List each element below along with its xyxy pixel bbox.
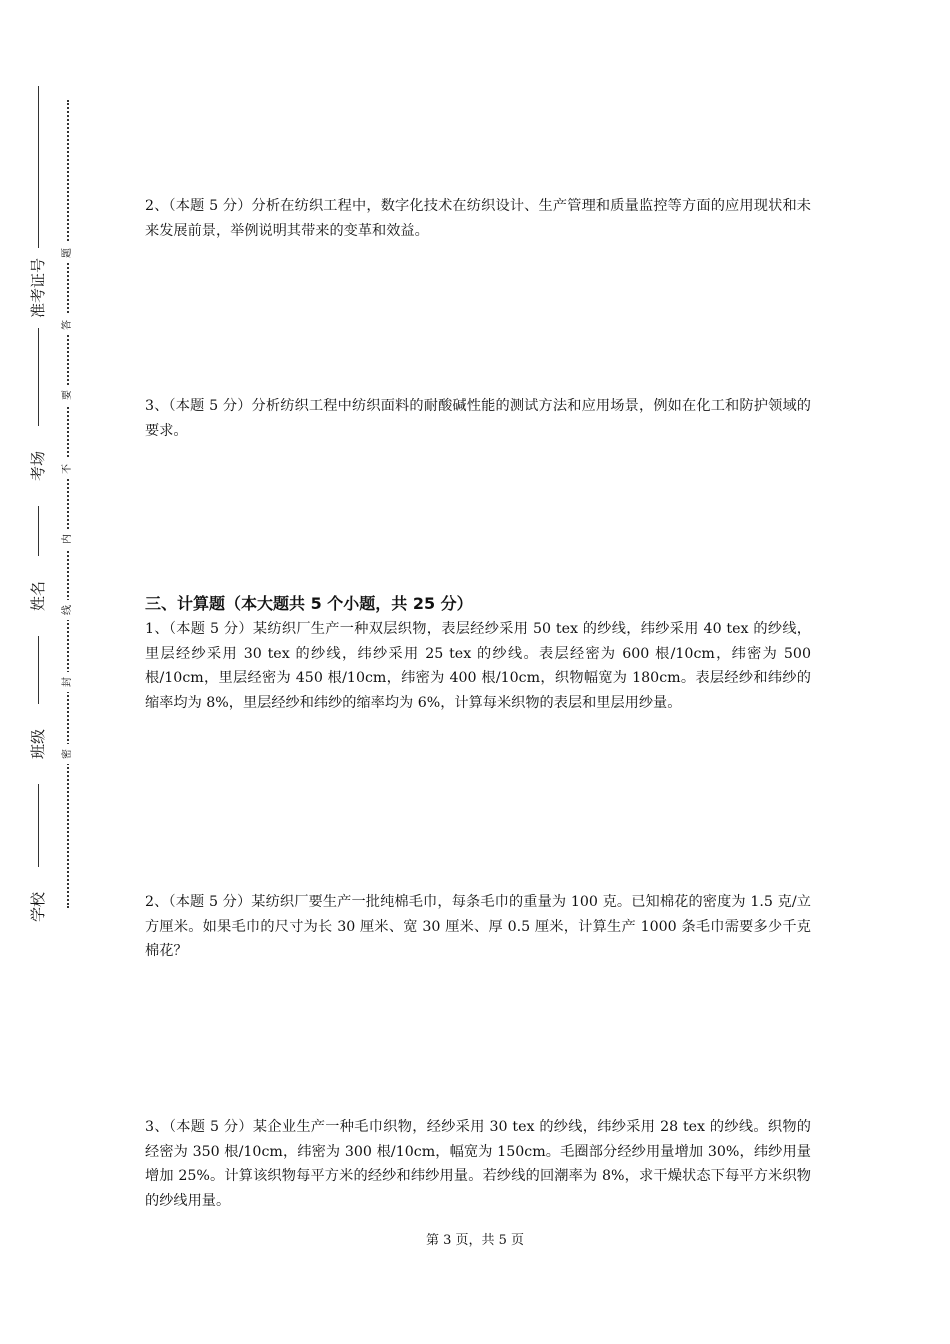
exam-id-label: 准考证号 <box>28 248 48 328</box>
page-number: 第 3 页，共 5 页 <box>425 1233 525 1248</box>
seal-char-2: 答 <box>61 315 75 335</box>
exam-room-label: 考场 <box>28 426 48 506</box>
calc-question-2: 2、（本题 5 分）某纺织厂要生产一批纯棉毛巾，每条毛巾的重量为 100 克。已知棉花的密度为 1.5 克/立方厘米。如果毛巾的尺寸为长 30 厘米、宽 30 厘米、厚 0.5 厘米，计算生产 1000 条毛巾需要多少千克棉花？ <box>145 894 811 959</box>
seal-char-6: 线 <box>61 600 75 620</box>
calc-question-3: 3、（本题 5 分）某企业生产一种毛巾织物，经纱采用 30 tex 的纱线，纬纱采用 28 tex 的纱线。织物的经密为 350 根/10cm，纬密为 300 根/10cm，幅宽为 150cm。毛圈部分经纱用量增加 30%，纬纱用量增加 25%。计算该织物每平方米的经纱和纬纱用量。若纱线的回潮率为 8%，求干燥状态下每平方米织物的纱线用量。 <box>145 1119 811 1209</box>
seal-char-4: 不 <box>61 459 75 479</box>
seal-char-7: 封 <box>61 672 75 692</box>
seal-char-3: 要 <box>61 385 75 405</box>
question-3-analysis: 3、（本题 5 分）分析纺织工程中纺织面料的耐酸碱性能的测试方法和应用场景，例如在化工和防护领域的要求。 <box>145 398 811 439</box>
school-label: 学校 <box>28 867 48 947</box>
question-2-analysis: 2、（本题 5 分）分析在纺织工程中，数字化技术在纺织设计、生产管理和质量监控等方面的应用现状和未来发展前景，举例说明其带来的变革和效益。 <box>145 198 811 239</box>
binding-seal-line <box>67 100 69 908</box>
seal-char-8: 密 <box>61 744 75 764</box>
class-label: 班级 <box>28 704 48 784</box>
seal-char-1: 题 <box>61 243 75 263</box>
seal-char-5: 内 <box>61 529 75 549</box>
section-title: 三、计算题（本大题共 5 个小题，共 25 分） <box>145 594 473 613</box>
binding-solid-line <box>38 86 39 926</box>
calc-question-1: 1、（本题 5 分）某纺织厂生产一种双层织物，表层经纱采用 50 tex 的纱线，纬纱采用 40 tex 的纱线，里层经纱采用 30 tex 的纱线，纬纱采用 25 tex 的纱线。表层经密为 600 根/10cm，纬密为 500 根/10cm，里层经密为 450 根/10cm，纬密为 400 根/10cm，织物幅宽为 180cm。表层经纱和纬纱的缩率均为 8%，里层经纱和纬纱的缩率均为 6%，计算每米织物的表层和里层用纱量。 <box>145 621 811 711</box>
name-label: 姓名 <box>28 556 48 636</box>
